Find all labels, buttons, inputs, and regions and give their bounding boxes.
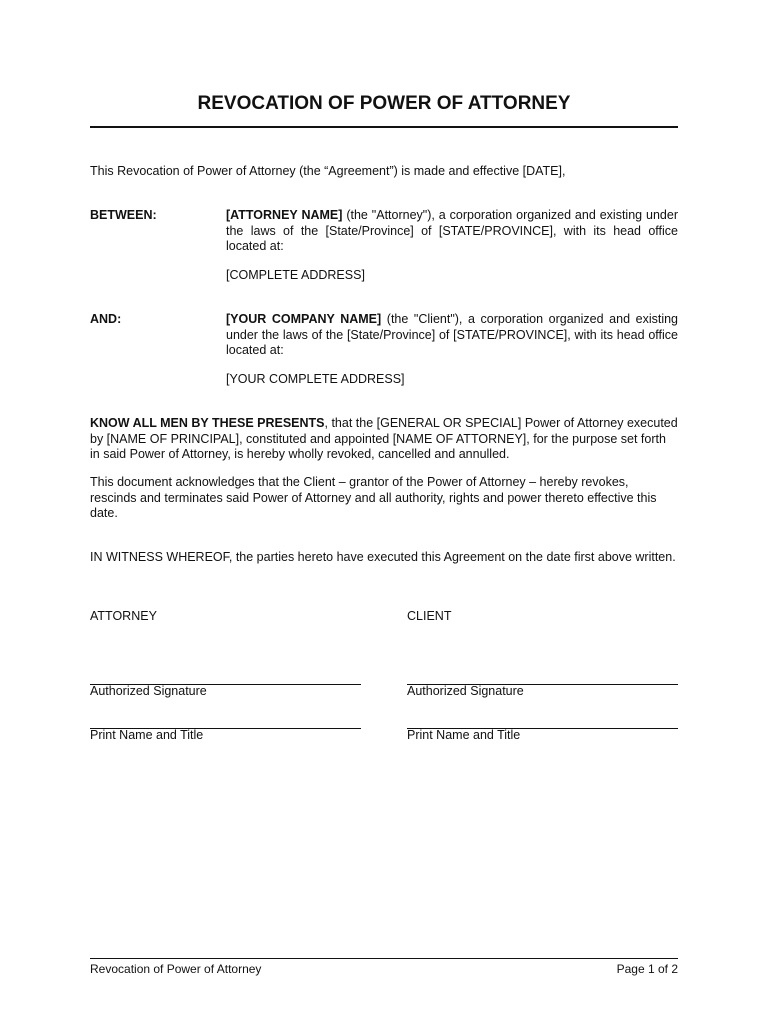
intro-paragraph: This Revocation of Power of Attorney (the “Agreement”) is made and effective [DATE], [90, 164, 566, 178]
know-all-heading: KNOW ALL MEN BY THESE PRESENTS [90, 416, 325, 430]
client-signature-heading: CLIENT [407, 609, 452, 623]
client-address: [YOUR COMPLETE ADDRESS] [226, 372, 405, 386]
footer-divider [90, 958, 678, 959]
know-all-paragraph [90, 416, 678, 463]
witness-paragraph: IN WITNESS WHEREOF, the parties hereto have executed this Agreement on the date first above written. [90, 550, 676, 564]
attorney-party-text: (the "Attorney"), a corporation organized and existing under the laws of the [State/Province] of [STATE/PROVINCE], with its head office located at: [226, 208, 678, 253]
attorney-signature-heading: ATTORNEY [90, 609, 157, 623]
attorney-name-placeholder: [ATTORNEY NAME] [226, 208, 343, 222]
know-all-text: , that the [GENERAL OR SPECIAL] Power of Attorney executed by [NAME OF PRINCIPAL], constituted and appointed [NAME OF ATTORNEY], for the purpose set forth in said Power of Attorney, is hereby wholly revoked, cancelled and annulled. [90, 416, 678, 461]
client-name-placeholder: [YOUR COMPANY NAME] [226, 312, 382, 326]
attorney-authorized-signature-label: Authorized Signature [90, 684, 207, 698]
attorney-address: [COMPLETE ADDRESS] [226, 268, 365, 282]
and-label: AND: [90, 312, 122, 326]
document-title: REVOCATION OF POWER OF ATTORNEY [197, 93, 571, 114]
footer-document-name: Revocation of Power of Attorney [90, 962, 262, 976]
footer-page-number: Page 1 of 2 [616, 962, 678, 976]
attorney-party-description [226, 208, 678, 255]
attorney-print-name-label: Print Name and Title [90, 728, 204, 742]
client-party-text: (the "Client"), a corporation organized and existing under the laws of the [State/Province] of [STATE/PROVINCE], with its head office located at: [226, 312, 678, 357]
client-party-description [226, 312, 678, 359]
title-divider [90, 126, 678, 128]
between-label: BETWEEN: [90, 208, 157, 222]
client-authorized-signature-label: Authorized Signature [407, 684, 524, 698]
client-print-name-label: Print Name and Title [407, 728, 521, 742]
acknowledgement-paragraph: This document acknowledges that the Client – grantor of the Power of Attorney – hereby revokes, rescinds and terminates said Power of Attorney and all authority, rights and power thereto effective this date. [90, 475, 657, 520]
